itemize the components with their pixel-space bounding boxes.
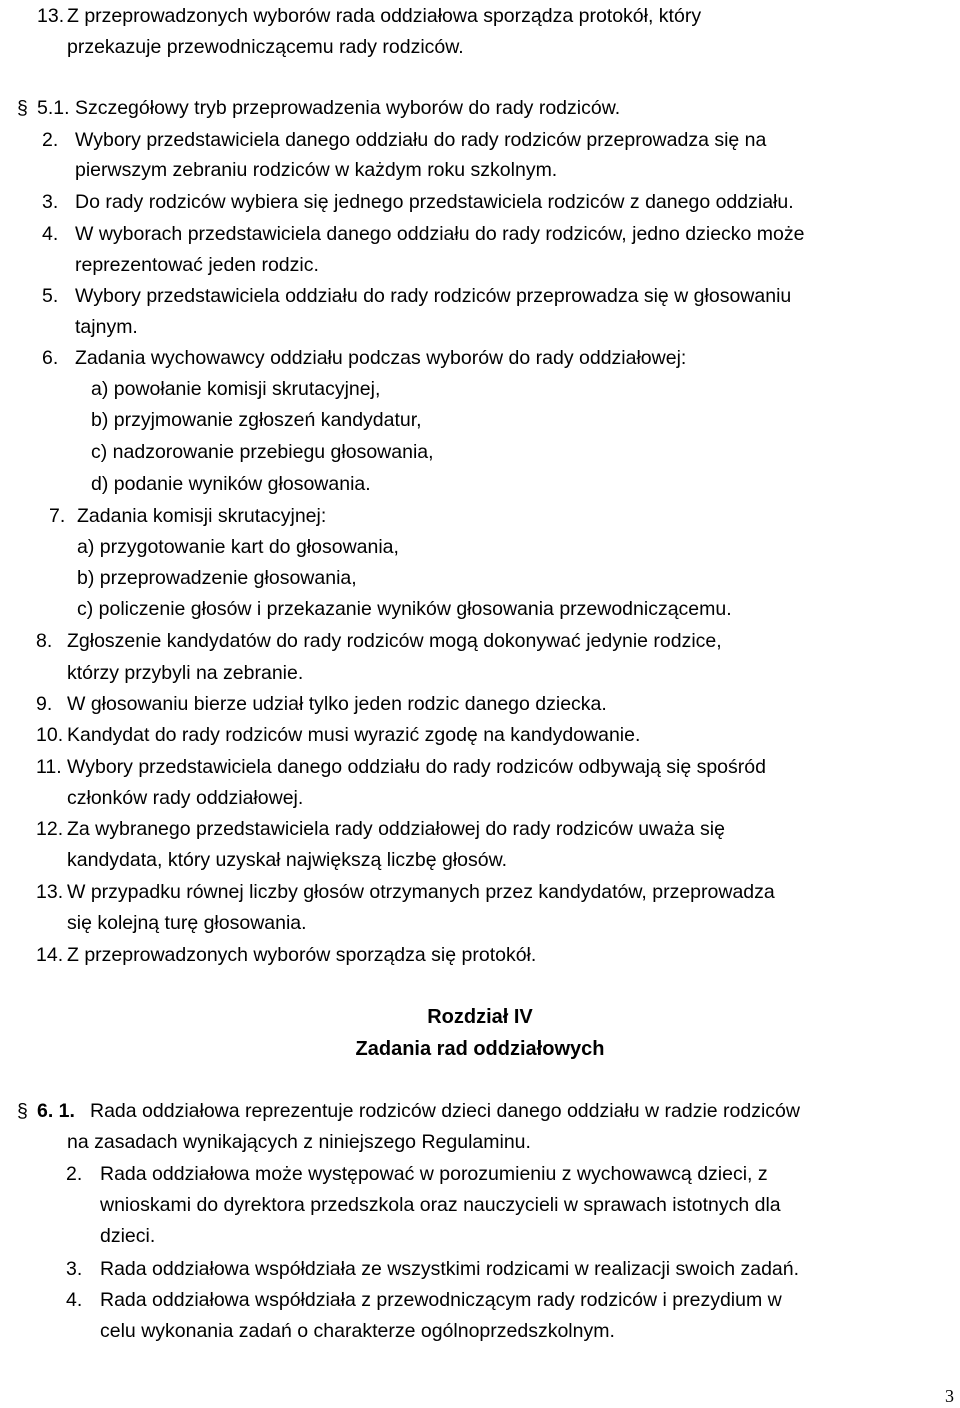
list-number: 13.: [36, 881, 64, 903]
list-item-text: Rada oddziałowa współdziała ze wszystkimi rodzicami w realizacji swoich zadań.: [100, 1258, 800, 1280]
section-marker: §: [17, 1100, 28, 1122]
list-number: 7.: [49, 505, 66, 527]
list-item-text: reprezentować jeden rodzic.: [75, 254, 319, 276]
sub-item-text: a) powołanie komisji skrutacyjnej,: [91, 378, 381, 400]
list-item-text: się kolejną turę głosowania.: [67, 912, 307, 934]
list-item-text: Z przeprowadzonych wyborów rada oddziałowa sporządza protokół, który: [67, 5, 702, 27]
list-item-text: Rada oddziałowa reprezentuje rodziców dzieci danego oddziału w radzie rodziców: [90, 1100, 800, 1122]
list-item-text: Wybory przedstawiciela oddziału do rady rodziców przeprowadza się w głosowaniu: [75, 285, 792, 307]
page-number: 3: [945, 1386, 954, 1406]
list-number: 4.: [42, 223, 59, 245]
list-item-text: tajnym.: [75, 316, 138, 338]
chapter-subtitle: Zadania rad oddziałowych: [355, 1038, 605, 1060]
list-item-text: Zadania wychowawcy oddziału podczas wyborów do rady oddziałowej:: [75, 347, 687, 369]
list-item-text: Rada oddziałowa może występować w porozumieniu z wychowawcą dzieci, z: [100, 1163, 768, 1185]
list-item-text: W głosowaniu bierze udział tylko jeden rodzic danego dziecka.: [67, 693, 607, 715]
list-number: 9.: [36, 693, 53, 715]
sub-item-text: b) przeprowadzenie głosowania,: [77, 567, 357, 589]
list-item-text: Rada oddziałowa współdziała z przewodniczącym rady rodziców i prezydium w: [100, 1289, 782, 1311]
list-item-text: W przypadku równej liczby głosów otrzymanych przez kandydatów, przeprowadza: [67, 881, 775, 903]
list-item-text: Zgłoszenie kandydatów do rady rodziców mogą dokonywać jedynie rodzice,: [67, 630, 722, 652]
sub-item-text: a) przygotowanie kart do głosowania,: [77, 536, 399, 558]
list-item-text: którzy przybyli na zebranie.: [67, 662, 304, 684]
list-number: 3.: [66, 1258, 83, 1280]
list-item-text: Zadania komisji skrutacyjnej:: [77, 505, 327, 527]
section-number: 6. 1.: [37, 1100, 75, 1122]
list-number: 4.: [66, 1289, 83, 1311]
list-item-text: kandydata, który uzyskał największą liczbę głosów.: [67, 849, 508, 871]
list-item-text: celu wykonania zadań o charakterze ogólnoprzedszkolnym.: [100, 1320, 615, 1342]
sub-item-text: b) przyjmowanie zgłoszeń kandydatur,: [91, 409, 422, 431]
list-number: 12.: [36, 818, 64, 840]
sub-item-text: d) podanie wyników głosowania.: [91, 473, 371, 495]
section-marker: §: [17, 97, 28, 119]
list-number: 11.: [36, 756, 62, 778]
list-item-text: przekazuje przewodniczącemu rady rodziców.: [67, 36, 464, 58]
list-item-text: Kandydat do rady rodziców musi wyrazić zgodę na kandydowanie.: [67, 724, 641, 746]
list-item-text: wnioskami do dyrektora przedszkola oraz nauczycieli w sprawach istotnych dla: [100, 1194, 781, 1216]
list-number: 3.: [42, 191, 59, 213]
chapter-title: Rozdział IV: [427, 1006, 533, 1028]
list-number: 5.: [42, 285, 59, 307]
list-number: 10.: [36, 724, 64, 746]
list-number: 14.: [36, 944, 64, 966]
list-item-text: na zasadach wynikających z niniejszego Regulaminu.: [67, 1131, 531, 1153]
sub-item-text: c) nadzorowanie przebiegu głosowania,: [91, 441, 434, 463]
list-item-text: pierwszym zebraniu rodziców w każdym roku szkolnym.: [75, 159, 558, 181]
list-item-text: członków rady oddziałowej.: [67, 787, 304, 809]
list-item-text: dzieci.: [100, 1225, 156, 1247]
list-item-text: Do rady rodziców wybiera się jednego przedstawiciela rodziców z danego oddziału.: [75, 191, 794, 213]
list-number: 8.: [36, 630, 53, 652]
list-number: 2.: [66, 1163, 83, 1185]
list-item-text: Z przeprowadzonych wyborów sporządza się protokół.: [67, 944, 537, 966]
list-item-text: W wyborach przedstawiciela danego oddziału do rady rodziców, jedno dziecko może: [75, 223, 805, 245]
list-number: 6.: [42, 347, 59, 369]
list-item-text: Za wybranego przedstawiciela rady oddziałowej do rady rodziców uważa się: [67, 818, 725, 840]
list-item-text: Wybory przedstawiciela danego oddziału do rady rodziców przeprowadza się na: [75, 129, 767, 151]
list-number: 13.: [37, 5, 65, 27]
list-item-text: Wybory przedstawiciela danego oddziału do rady rodziców odbywają się spośród: [67, 756, 766, 778]
section-title: 5.1. Szczegółowy tryb przeprowadzenia wyborów do rady rodziców.: [37, 97, 621, 119]
sub-item-text: c) policzenie głosów i przekazanie wyników głosowania przewodniczącemu.: [77, 598, 732, 620]
list-number: 2.: [42, 129, 59, 151]
